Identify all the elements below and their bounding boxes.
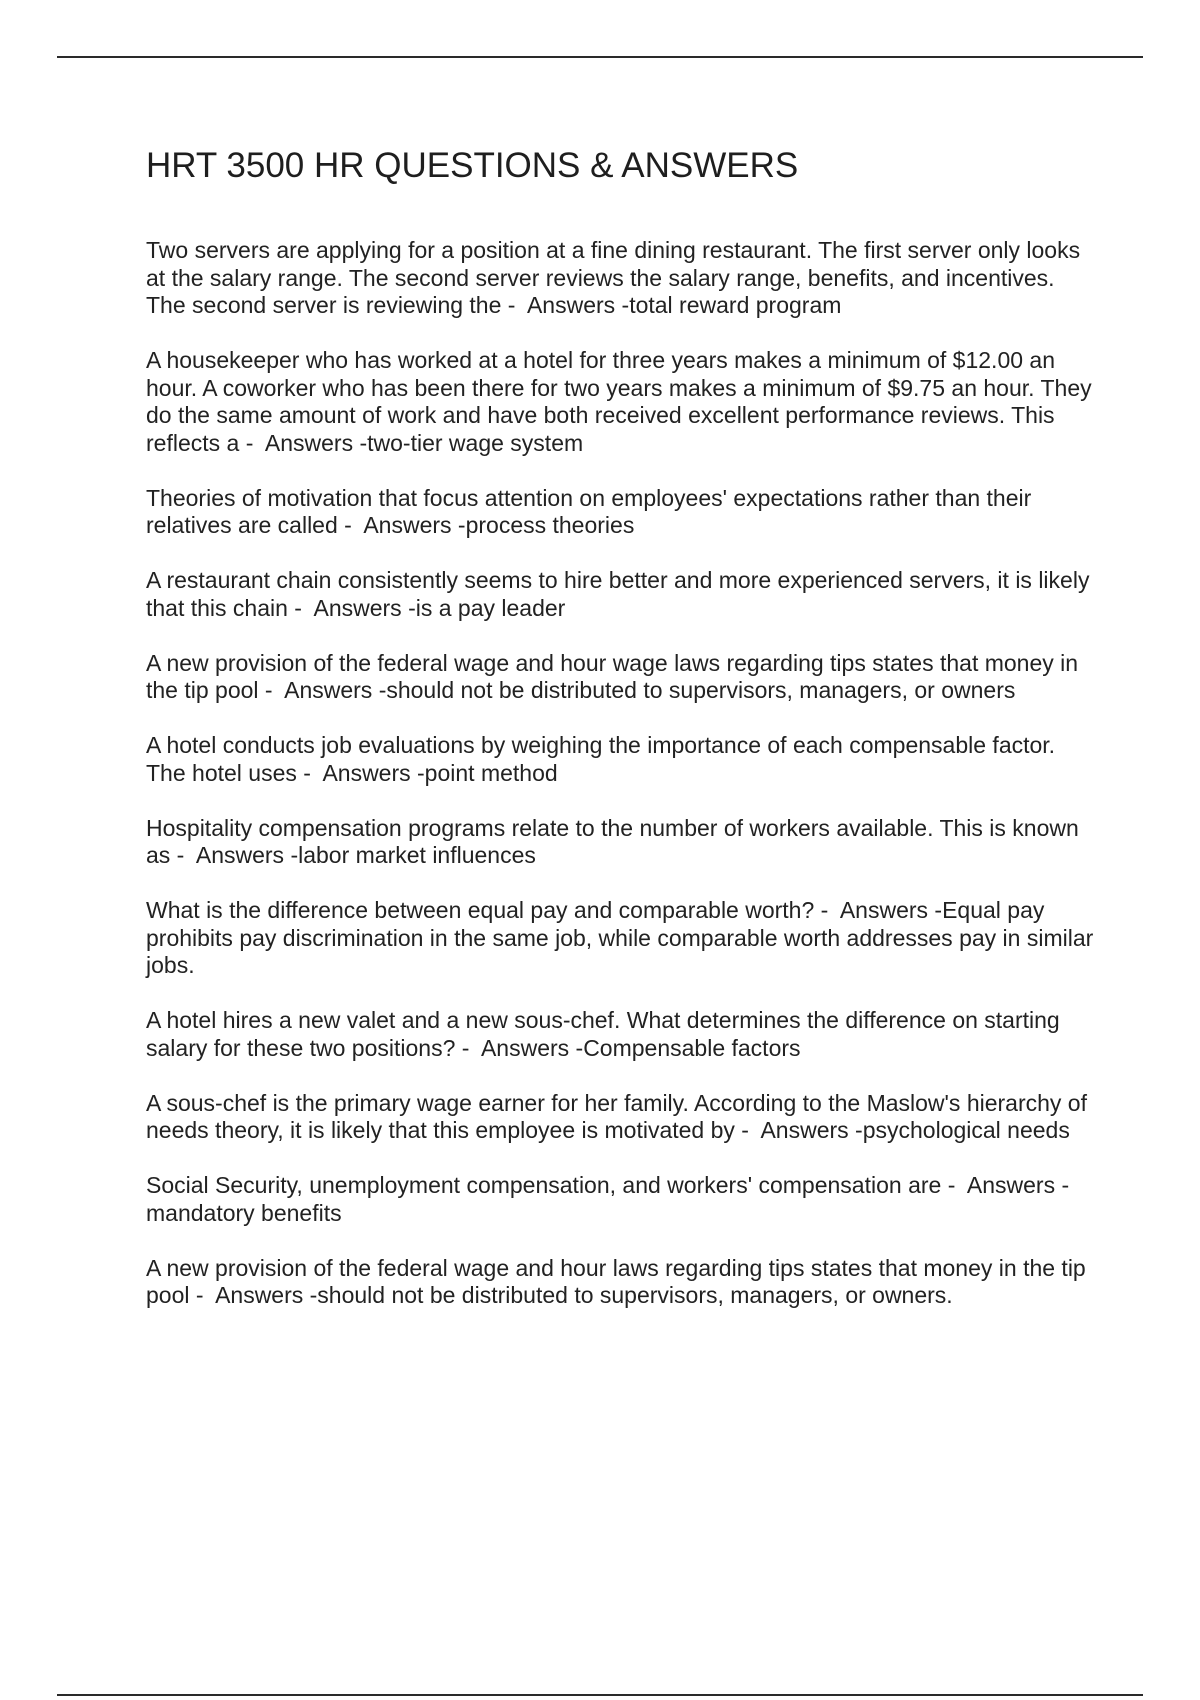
qa-item — [146, 1172, 1096, 1227]
answer-text: Answers -two-tier wage system — [264, 429, 584, 456]
qa-list — [146, 237, 1096, 1310]
question-text: A new provision of the federal wage and hour wage laws regarding tips states that money in the tip pool - — [146, 649, 1079, 703]
question-text: Hospitality compensation programs relate to the number of workers available. This is known as - — [146, 814, 1079, 868]
answer-text: Answers -should not be distributed to supervisors, managers, or owners — [284, 677, 1016, 703]
qa-item — [146, 732, 1096, 787]
question-text: Social Security, unemployment compensation, and workers' compensation are - — [146, 1172, 956, 1198]
qa-item — [146, 237, 1096, 320]
answer-text: Answers -labor market influences — [195, 842, 536, 868]
qa-item — [146, 1090, 1096, 1145]
question-text: A hotel hires a new valet and a new sous-chef. What determines the difference on starting salary for these two positions? - — [146, 1007, 1060, 1061]
qa-item — [146, 1255, 1096, 1310]
qa-item — [146, 650, 1096, 705]
answer-text: Answers -process theories — [363, 512, 635, 538]
question-text: Two servers are applying for a position at a fine dining restaurant. The first server only looks at the salary range. The second server reviews the salary range, benefits, and incentives. The second server is reviewing the - — [146, 237, 1081, 318]
answer-text: Answers -is a pay leader — [313, 594, 566, 621]
answer-text: Answers -psychological needs — [760, 1117, 1070, 1143]
answer-text: Answers -total reward program — [526, 292, 842, 318]
question-text: A restaurant chain consistently seems to hire better and more experienced servers, it is likely that this chain - — [146, 567, 1090, 621]
qa-item — [146, 815, 1096, 870]
document-title: HRT 3500 HR QUESTIONS & ANSWERS — [146, 146, 799, 185]
question-text: A new provision of the federal wage and hour laws regarding tips states that money in the tip pool - — [146, 1254, 1086, 1308]
qa-item — [146, 485, 1096, 540]
qa-item — [146, 1007, 1096, 1062]
qa-item — [146, 897, 1096, 980]
qa-item — [146, 567, 1096, 622]
qa-item — [146, 347, 1096, 457]
question-text: A housekeeper who has worked at a hotel for three years makes a minimum of $12.00 an hour. A coworker who has been there for two years makes a minimum of $9.75 an hour. They do the same amount of work and have both received excellent performance reviews. This reflects a - — [146, 347, 1092, 456]
question-text: What is the difference between equal pay and comparable worth? - — [146, 897, 829, 923]
answer-text: Answers -Equal pay prohibits pay discrimination in the same job, while comparable worth addresses pay in similar jobs. — [146, 897, 1094, 978]
answer-text: Answers -mandatory benefits — [146, 1172, 1070, 1226]
question-text: A hotel conducts job evaluations by weighing the importance of each compensable factor. The hotel uses - — [146, 732, 1056, 786]
answer-text: Answers -point method — [322, 759, 558, 786]
answer-text: Answers -Compensable factors — [480, 1034, 801, 1061]
question-text: Theories of motivation that focus attention on employees' expectations rather than their relatives are called - — [146, 484, 1032, 538]
document-body — [146, 138, 1096, 1337]
question-text: A sous-chef is the primary wage earner for her family. According to the Maslow's hierarchy of needs theory, it is likely that this employee is motivated by - — [146, 1089, 1087, 1143]
header-divider — [57, 56, 1143, 58]
footer-divider — [57, 1694, 1143, 1696]
answer-text: Answers -should not be distributed to supervisors, managers, or owners. — [215, 1282, 953, 1308]
